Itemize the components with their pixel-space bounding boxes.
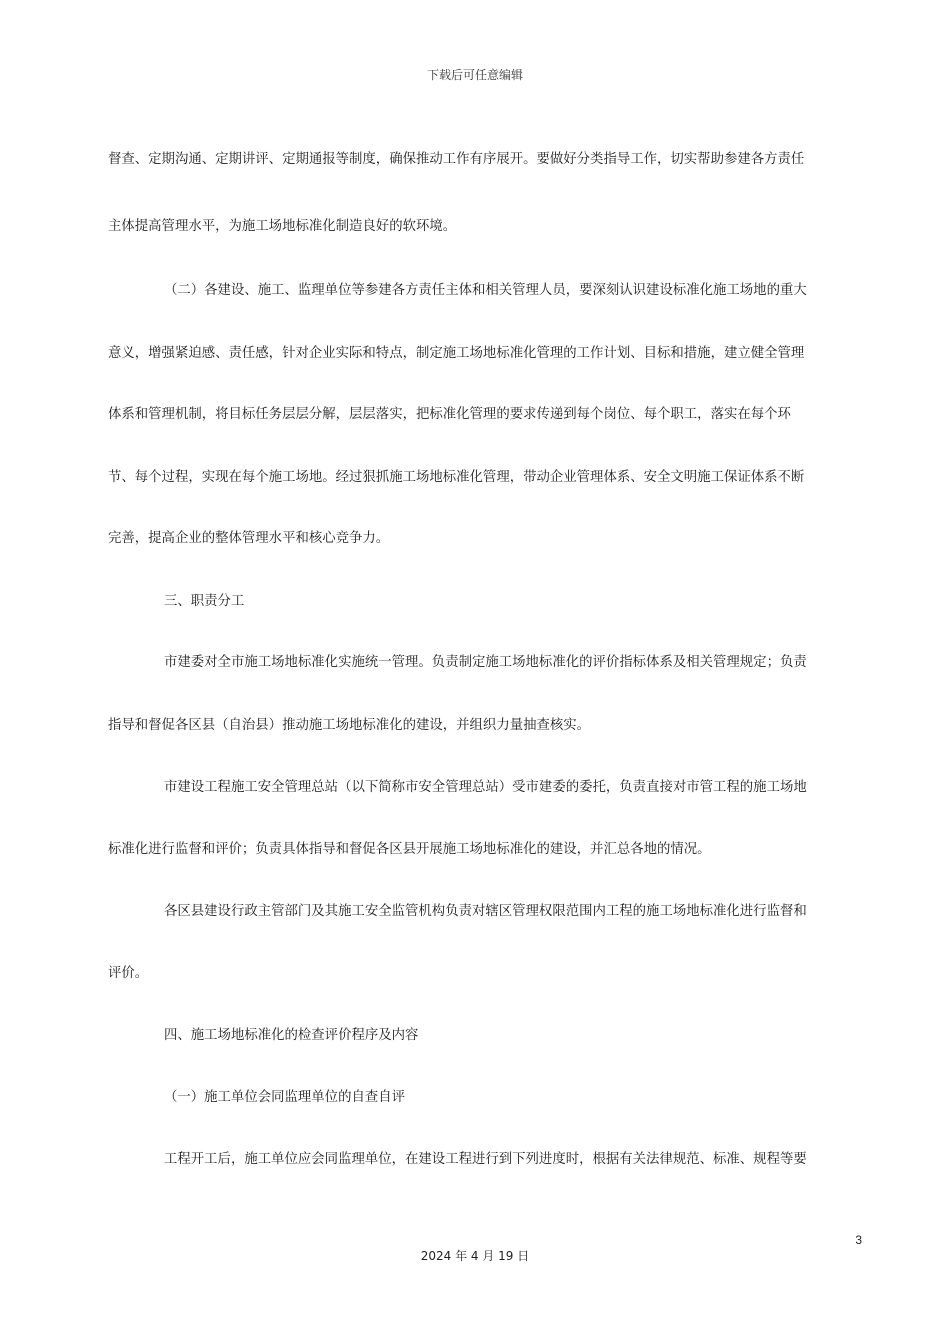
footer-date: 2024 年 4 月 19 日 [420, 1249, 530, 1263]
body-line: 体系和管理机制，将目标任务层层分解，层层落实，把标准化管理的要求传递到每个岗位、每个职工，落实在每个环 [108, 407, 791, 422]
body-line: 主体提高管理水平，为施工场地标准化制造良好的软环境。 [108, 219, 457, 234]
body-line: （二）各建设、施工、监理单位等参建各方责任主体和相关管理人员，要深刻认识建设标准化施工场地的重大 [164, 283, 807, 298]
section-heading: 四、施工场地标准化的检查评价程序及内容 [164, 1028, 419, 1043]
section-heading: 三、职责分工 [164, 594, 245, 609]
page-number: 3 [855, 1233, 862, 1247]
body-line: 标准化进行监督和评价；负责具体指导和督促各区县开展施工场地标准化的建设，并汇总各地的情况。 [108, 842, 711, 857]
body-line: 督查、定期沟通、定期讲评、定期通报等制度，确保推动工作有序展开。要做好分类指导工作，切实帮助参建各方责任 [108, 152, 805, 167]
body-line: 市建设工程施工安全管理总站（以下简称市安全管理总站）受市建委的委托，负责直接对市管工程的施工场地 [164, 780, 807, 795]
body-line: 各区县建设行政主管部门及其施工安全监管机构负责对辖区管理权限范围内工程的施工场地标准化进行监督和 [164, 904, 807, 919]
body-line: 完善，提高企业的整体管理水平和核心竞争力。 [108, 531, 390, 546]
body-line: 工程开工后，施工单位应会同监理单位，在建设工程进行到下列进度时，根据有关法律规范、标准、规程等要 [164, 1152, 807, 1167]
body-line: 意义，增强紧迫感、责任感，针对企业实际和特点，制定施工场地标准化管理的工作计划、目标和措施，建立健全管理 [108, 346, 805, 361]
body-line: 指导和督促各区县（自治县）推动施工场地标准化的建设，并组织力量抽查核实。 [108, 718, 591, 733]
body-line: 市建委对全市施工场地标准化实施统一管理。负责制定施工场地标准化的评价指标体系及相关管理规定；负责 [164, 655, 807, 670]
body-line: 评价。 [108, 966, 149, 981]
page-header: 下载后可任意编辑 [426, 68, 523, 82]
body-line: 节、每个过程，实现在每个施工场地。经过狠抓施工场地标准化管理，带动企业管理体系、安全文明施工保证体系不断 [108, 470, 805, 485]
subsection-heading: （一）施工单位会同监理单位的自查自评 [164, 1090, 406, 1105]
